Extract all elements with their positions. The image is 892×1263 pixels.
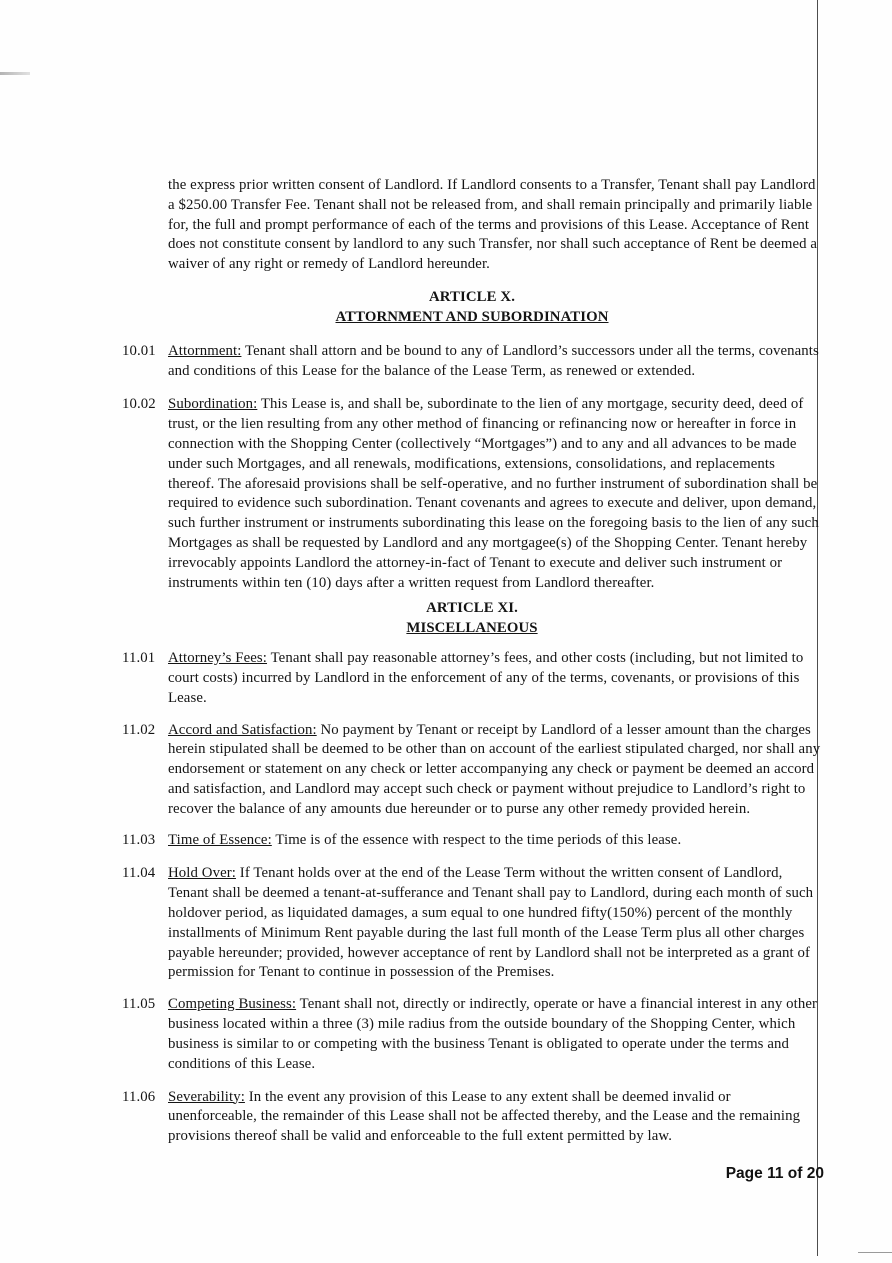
section-number: 11.03: [122, 831, 156, 848]
section-11-04: [122, 864, 822, 983]
section-text: [168, 649, 822, 708]
section-11-05: [122, 995, 822, 1074]
section-title: Severability:: [168, 1088, 245, 1105]
section-number: 10.01: [122, 342, 156, 359]
article-x-heading: [122, 288, 822, 328]
article-xi-heading: [122, 599, 822, 639]
section-body-text: If Tenant holds over at the end of the Lease Term without the written consent of Landlord, Tenant shall be deemed a tenant-at-sufferance and Tenant shall pay to Landlord, during each month of such holdover period, as liquidated damages, a sum equal to one hundred fifty(150%) percent of the monthly installments of Minimum Rent payable during the last full month of the Lease Term plus all other charges payable hereunder; provided, however acceptance of rent by Landlord shall not be interpreted as a grant of permission for Tenant to continue in possession of the Premises.: [168, 865, 814, 981]
section-title: Accord and Satisfaction:: [168, 721, 317, 738]
section-text: [168, 995, 822, 1074]
section-text: [168, 864, 822, 983]
section-title: Competing Business:: [168, 996, 297, 1013]
page-number: 11: [767, 1165, 784, 1182]
scan-artifact-bottom-line: [858, 1252, 892, 1253]
section-number: 10.02: [122, 396, 156, 413]
section-text: [168, 721, 822, 820]
section-title: Subordination:: [168, 396, 258, 413]
section-body-text: Time is of the essence with respect to the time periods of this lease.: [275, 831, 682, 848]
section-number: 11.04: [122, 865, 156, 882]
article-x-label: ARTICLE X.: [429, 289, 515, 306]
section-11-06: [122, 1088, 822, 1147]
section-text: [168, 831, 822, 851]
section-title: Attornment:: [168, 342, 242, 359]
document-body: [122, 176, 822, 1147]
section-text: [168, 342, 822, 382]
section-number: 11.02: [122, 721, 156, 738]
section-10-01: [122, 342, 822, 382]
of-label: of: [787, 1165, 803, 1182]
section-text: [168, 1088, 822, 1147]
section-body-text: In the event any provision of this Lease to any extent shall be deemed invalid or unenforceable, the remainder of this Lease shall not be affected thereby, and the Lease and the remaining provisions thereof shall be valid and enforceable to the full extent permitted by law.: [168, 1088, 801, 1145]
section-number: 11.05: [122, 996, 156, 1013]
section-text: [168, 395, 822, 593]
total-pages: 20: [806, 1165, 824, 1182]
section-11-02: [122, 721, 822, 820]
article-xi-label: ARTICLE XI.: [426, 600, 518, 617]
scan-artifact-dash: [0, 72, 30, 75]
section-11-01: [122, 649, 822, 708]
section-title: Attorney’s Fees:: [168, 650, 268, 667]
section-number: 11.01: [122, 650, 156, 667]
page-footer: [0, 1165, 824, 1183]
section-11-03: [122, 831, 822, 851]
section-body-text: Tenant shall pay reasonable attorney’s fees, and other costs (including, but not limited to court costs) incurred by Landlord in the enforcement of any of the terms, covenants, or provisions of this Lease.: [168, 650, 804, 706]
article-xi-title: MISCELLANEOUS: [406, 620, 538, 637]
section-number: 11.06: [122, 1088, 156, 1105]
section-title: Hold Over:: [168, 865, 236, 882]
intro-paragraph: the express prior written consent of Landlord. If Landlord consents to a Transfer, Tenant shall pay Landlord a $250.00 Transfer Fee. Tenant shall not be released from, and shall remain principally and primarily liable for, the full and prompt performance of each of the terms and provisions of this Lease. Acceptance of Rent does not constitute consent by landlord to any such Transfer, nor shall such acceptance of Rent be deemed a waiver of any right or remedy of Landlord hereunder.: [168, 177, 818, 273]
section-body-text: Tenant shall not, directly or indirectly, operate or have a financial interest in any other business located within a three (3) mile radius from the outside boundary of the Shopping Center, which business is similar to or competing with the business Tenant is obligated to operate under the terms and conditions of this Lease.: [168, 996, 818, 1072]
article-x-title: ATTORNMENT AND SUBORDINATION: [335, 308, 609, 325]
section-title: Time of Essence:: [168, 831, 272, 848]
section-10-02: [122, 395, 822, 593]
section-body-text: Tenant shall attorn and be bound to any of Landlord’s successors under all the terms, covenants and conditions of this Lease for the balance of the Lease Term, as renewed or extended.: [168, 342, 819, 379]
section-body-text: This Lease is, and shall be, subordinate to the lien of any mortgage, security deed, deed of trust, or the lien resulting from any other method of financing or refinancing now or hereafter in force in connection with the Shopping Center (collectively “Mortgages”) and to any and all advances to be made under such Mortgages, and all renewals, modifications, extensions, consolidations, and replacements thereof. The aforesaid provisions shall be self-operative, and no further instrument of subordination shall be required to evidence such subordination. Tenant covenants and agrees to execute and deliver, upon demand, such further instrument or instruments subordinating this lease on the foregoing basis to the lien of any such Mortgages as shall be requested by Landlord and any mortgagee(s) of the Shopping Center. Tenant hereby irrevocably appoints Landlord the attorney-in-fact of Tenant to execute and deliver such instrument or instruments within ten (10) days after a written request from Landlord thereafter.: [168, 396, 819, 591]
page-label: Page: [725, 1165, 763, 1182]
section-body-text: No payment by Tenant or receipt by Landlord of a lesser amount than the charges herein stipulated shall be deemed to be other than on account of the earliest stipulated charged, nor shall any endorsement or statement on any check or letter accompanying any check or payment be deemed an accord and satisfaction, and Landlord may accept such check or payment without prejudice to Landlord’s right to recover the balance of any amounts due hereunder or to purse any other remedy provided herein.: [168, 721, 821, 817]
